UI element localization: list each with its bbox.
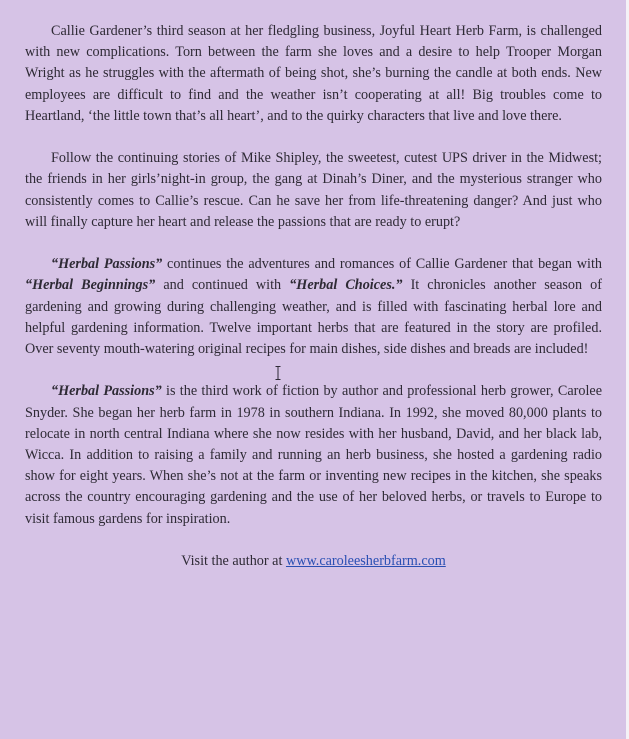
text-run: Follow the continuing stories of Mike Shipley, the sweetest, cutest UPS driver in the Midwest; the friends in her girls’night-in group, the gang at Dinah’s Diner, and the mysterious stranger who consistently comes to Callie’s rescue. Can he save her from life-threatening danger? And just who will finally capture her heart and release the passions that are ready to erupt?	[25, 150, 602, 230]
text-run: Callie Gardener’s third season at her fledgling business, Joyful Heart Herb Farm, is challenged with new complications. Torn between the farm she loves and a desire to help Trooper Morgan Wright as he struggles with the aftermath of being shot, she’s burning the candle at both ends. New employees are difficult to find and the weather isn’t cooperating at all! Big troubles come to Heartland, ‘the little town that’s all heart’, and to the quirky characters that live and love there.	[25, 23, 602, 124]
paragraph-series	[25, 254, 602, 360]
text-run: It chronicles another season of gardening and growing during challenging weather, and is filled with fascinating herbal lore and helpful gardening information. Twelve important herbs that are featured in the story are profiled. Over seventy mouth-watering original recipes for main dishes, side dishes and breads are included!	[25, 277, 602, 358]
paragraph-synopsis	[25, 21, 602, 127]
paragraph-characters	[25, 148, 602, 233]
book-title: “Herbal Beginnings”	[25, 277, 156, 294]
text-run: continues the adventures and romances of Callie Gardener that began with	[162, 256, 602, 273]
text-run: and continued with	[155, 277, 290, 294]
book-title: “Herbal Passions”	[51, 383, 162, 400]
paragraph-author-bio	[25, 381, 602, 529]
author-website-link[interactable]: www.caroleesherbfarm.com	[285, 553, 446, 570]
text-run: is the third work of fiction by author and professional herb grower, Carolee Snyder. She began her herb farm in 1978 in southern Indiana. In 1992, she moved 80,000 plants to relocate in north central Indiana where she now resides with her husband, David, and her black lab, Wicca. In addition to raising a family and running an herb business, she hosted a gardening radio show for eight years. When she’s not at the farm or inventing new recipes in the kitchen, she speaks across the country encouraging gardening and the use of her beloved herbs, or travels to Europe to visit famous gardens for inspiration.	[25, 383, 603, 527]
book-title: “Herbal Choices.”	[289, 277, 403, 294]
book-title: “Herbal Passions”	[51, 256, 163, 273]
document-body	[25, 21, 602, 572]
visit-author-line	[25, 551, 602, 572]
visit-prefix: Visit the author at	[181, 553, 286, 570]
